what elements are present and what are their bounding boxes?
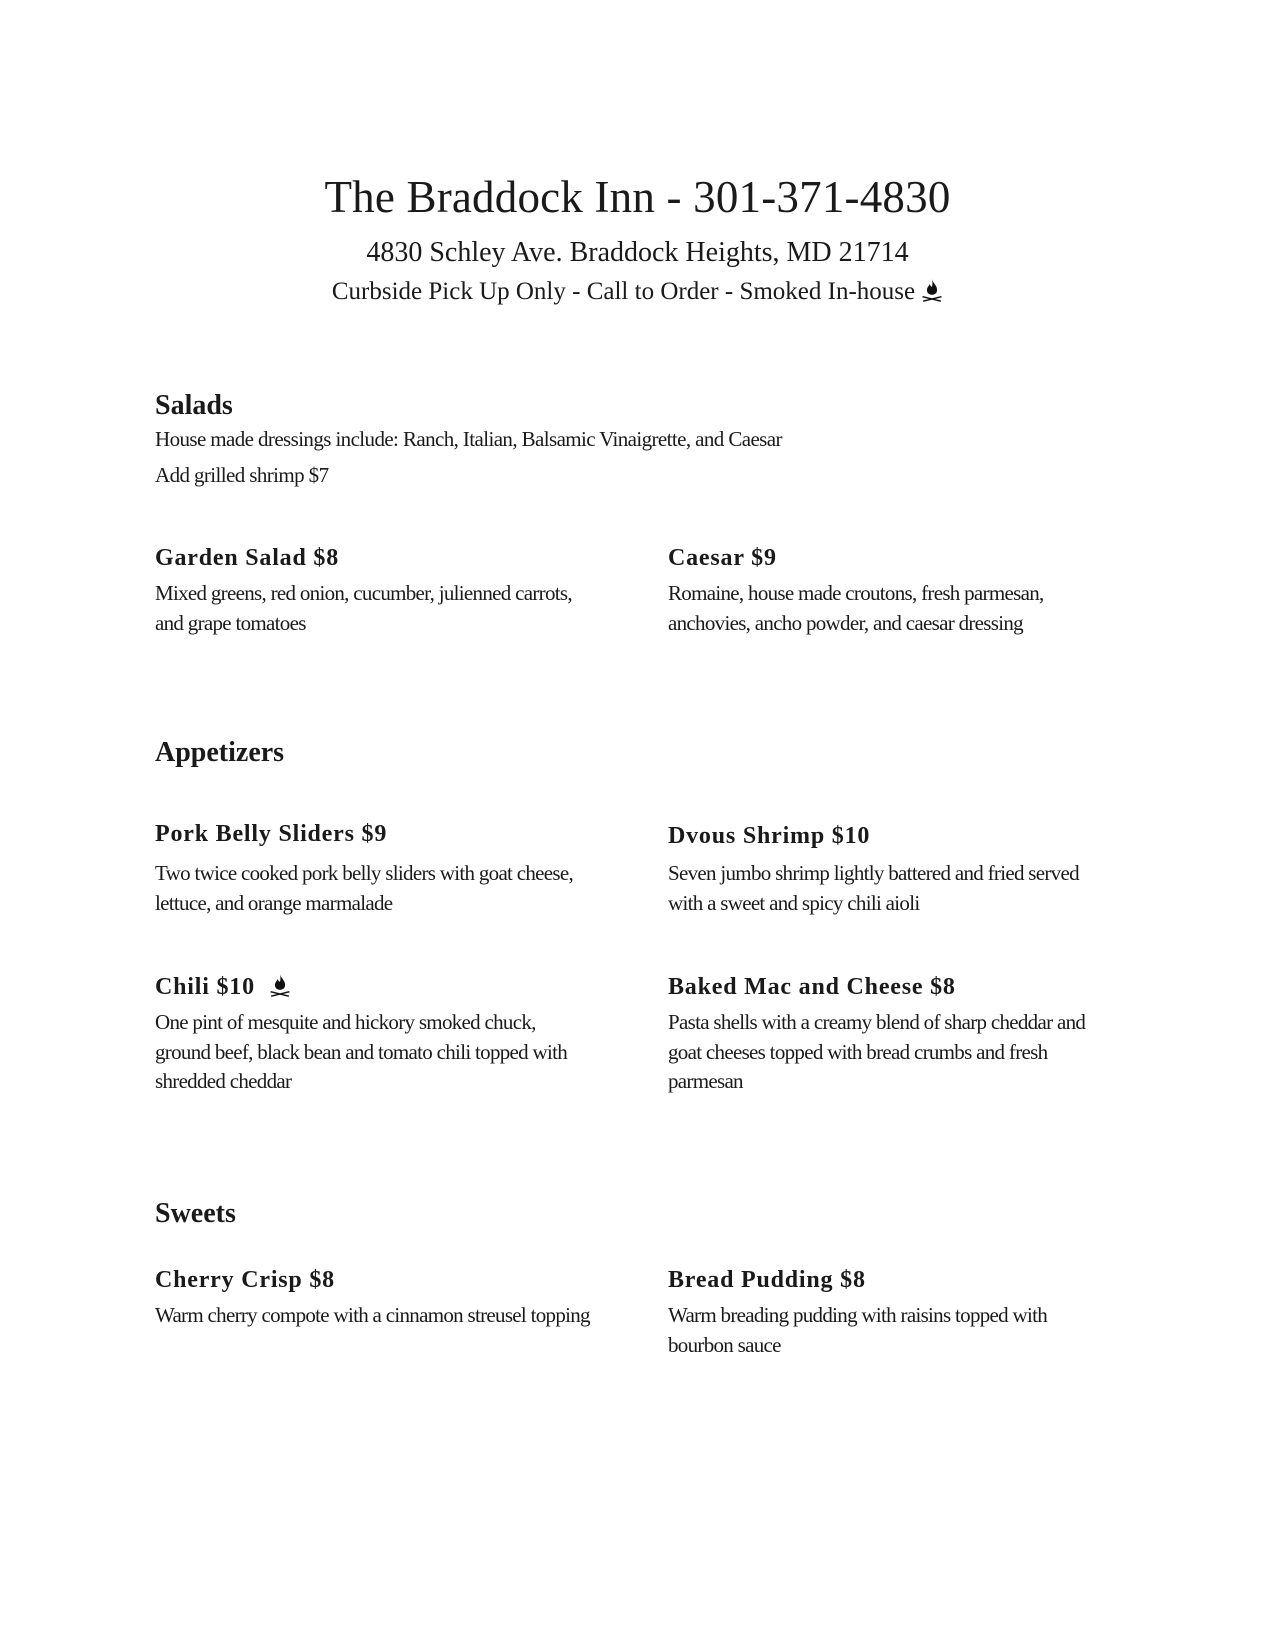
- item-description: Pasta shells with a creamy blend of sharp cheddar and goat cheeses topped with bread crumbs and fresh parmesan: [668, 1009, 1086, 1094]
- menu-item-chili: [155, 973, 595, 1097]
- menu-item-caesar: [668, 544, 1108, 638]
- campfire-icon: [921, 278, 943, 302]
- menu-item-baked-mac-and-cheese: [668, 973, 1108, 1097]
- item-description: Romaine, house made croutons, fresh parmesan, anchovies, ancho powder, and caesar dressing: [668, 580, 1044, 635]
- restaurant-address: 4830 Schley Ave. Braddock Heights, MD 21714: [366, 236, 909, 268]
- item-title: Baked Mac and Cheese $8: [668, 974, 956, 1000]
- campfire-icon: [269, 973, 291, 997]
- dressings-note: House made dressings include: Ranch, Italian, Balsamic Vinaigrette, and Caesar: [155, 427, 782, 451]
- item-title: Bread Pudding $8: [668, 1267, 866, 1293]
- shrimp-addon-note: Add grilled shrimp $7: [155, 463, 329, 487]
- item-title: Caesar $9: [668, 545, 777, 571]
- item-description: Two twice cooked pork belly sliders with goat cheese, lettuce, and orange marmalade: [155, 860, 574, 915]
- item-title-line: [155, 973, 595, 1002]
- menu-item-garden-salad: [155, 544, 595, 638]
- item-title: Dvous Shrimp $10: [668, 823, 871, 849]
- item-title: Garden Salad $8: [155, 545, 340, 571]
- menu-item-cherry-crisp: [155, 1266, 595, 1331]
- salads-heading: Salads: [155, 390, 233, 421]
- restaurant-title: The Braddock Inn - 301-371-4830: [324, 172, 951, 222]
- sweets-heading: Sweets: [155, 1198, 236, 1229]
- appetizers-heading: Appetizers: [155, 737, 285, 768]
- item-title: Chili $10: [155, 974, 255, 1000]
- tagline-text: Curbside Pick Up Only - Call to Order - Smoked In-house: [331, 278, 916, 306]
- menu-header: [0, 172, 1275, 307]
- item-description: One pint of mesquite and hickory smoked chuck, ground beef, black bean and tomato chili topped with shredded cheddar: [155, 1009, 568, 1094]
- item-description: Mixed greens, red onion, cucumber, julienned carrots, and grape tomatoes: [155, 580, 572, 635]
- item-description: Seven jumbo shrimp lightly battered and fried served with a sweet and spicy chili aioli: [668, 860, 1079, 915]
- item-title: Cherry Crisp $8: [155, 1267, 335, 1293]
- item-title: Pork Belly Sliders $9: [155, 821, 388, 847]
- menu-item-bread-pudding: [668, 1266, 1108, 1360]
- item-description: Warm breading pudding with raisins topped with bourbon sauce: [668, 1302, 1048, 1357]
- menu-item-pork-belly-sliders: [155, 820, 595, 918]
- menu-item-dvous-shrimp: [668, 822, 1108, 918]
- tagline-line: [0, 277, 1275, 307]
- item-description: Warm cherry compote with a cinnamon streusel topping: [155, 1302, 590, 1327]
